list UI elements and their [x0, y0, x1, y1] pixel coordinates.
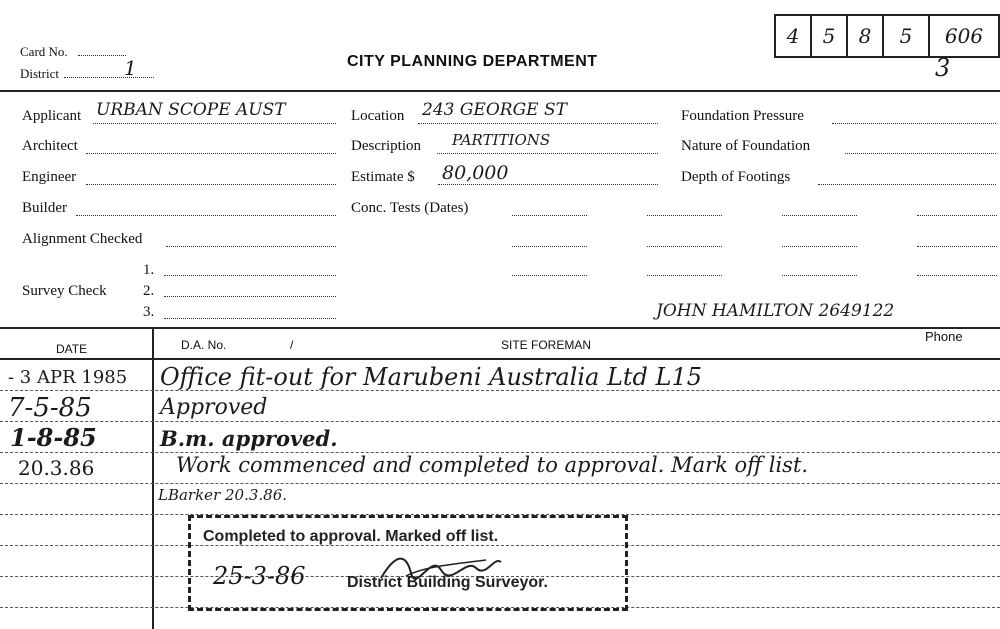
applicant-value: URBAN SCOPE AUST [96, 100, 286, 120]
foundation-pressure-line [832, 123, 996, 124]
approval-stamp [188, 515, 628, 611]
entry-text: B.m. approved. [160, 426, 338, 451]
conc-date-line [917, 246, 997, 247]
ref-digit-1: 4 [776, 16, 812, 56]
survey-num-1: 1. [143, 262, 155, 278]
builder-label: Builder [22, 200, 67, 216]
location-line [418, 123, 658, 124]
survey-label: Survey Check [22, 283, 107, 299]
applicant-line [93, 123, 336, 124]
foundation-pressure-label: Foundation Pressure [681, 108, 804, 124]
estimate-value: 80,000 [442, 162, 509, 184]
conc-date-line [917, 275, 997, 276]
conc-date-line [782, 215, 857, 216]
ref-number: 606 [944, 24, 984, 48]
survey-line-2 [164, 296, 336, 297]
conc-date-line [647, 246, 722, 247]
nature-of-foundation-label: Nature of Foundation [681, 138, 811, 154]
description-label: Description [351, 138, 421, 154]
applicant-label: Applicant [22, 108, 82, 124]
entry-date: 20.3.86 [18, 456, 95, 480]
description-line [437, 153, 658, 154]
reference-box [774, 14, 1000, 58]
page-title: CITY PLANNING DEPARTMENT [347, 53, 598, 70]
conc-date-line [512, 215, 587, 216]
column-site-foreman: SITE FOREMAN [501, 338, 592, 352]
conc-date-line [512, 246, 587, 247]
location-value: 243 GEORGE ST [422, 100, 567, 120]
card-no-label: Card No. [20, 44, 68, 59]
description-value: PARTITIONS [452, 131, 551, 149]
alignment-line [166, 246, 336, 247]
district-line [64, 77, 154, 78]
ref-digit-3: 8 [848, 16, 884, 56]
entry-text: Work commenced and completed to approval. Mark off list. [176, 453, 809, 477]
ref-digit-4: 5 [884, 16, 930, 56]
entry-date: 1-8-85 [10, 423, 97, 452]
conc-date-line [647, 275, 722, 276]
alignment-label: Alignment Checked [22, 231, 143, 247]
conc-date-line [782, 275, 857, 276]
column-da-no: D.A. No. [181, 338, 227, 352]
table-header-border [0, 358, 1000, 360]
table-top-border [0, 327, 1000, 329]
district-value: 1 [124, 56, 137, 80]
stamp-line-1: Completed to approval. Marked off list. [203, 528, 499, 545]
depth-of-footings-line [818, 184, 996, 185]
entry-date: - 3 APR 1985 [8, 367, 128, 388]
ref-suffix: 3 [935, 54, 951, 82]
entry-text: Approved [160, 395, 268, 420]
estimate-label: Estimate $ [351, 169, 415, 185]
header-divider [0, 90, 1000, 92]
conc-tests-label: Conc. Tests (Dates) [351, 200, 469, 216]
stamp-date: 25-3-86 [213, 562, 306, 590]
surveyor-signature: LBarker 20.3.86. [158, 486, 288, 504]
conc-date-line [512, 275, 587, 276]
architect-label: Architect [22, 138, 78, 154]
conc-date-line [647, 215, 722, 216]
conc-date-line [782, 246, 857, 247]
row-rule [0, 483, 1000, 484]
date-column-divider [152, 327, 154, 629]
district-label: District [20, 66, 59, 81]
card-no-line [78, 55, 126, 56]
survey-line-3 [164, 318, 336, 319]
entry-text: Office fit-out for Marubeni Australia Ltd L15 [160, 363, 703, 391]
depth-of-footings-label: Depth of Footings [681, 169, 791, 185]
column-slash: / [290, 338, 294, 352]
phone-label: Phone [925, 329, 963, 344]
entry-date: 7-5-85 [8, 393, 92, 423]
nature-of-foundation-line [845, 153, 996, 154]
engineer-label: Engineer [22, 169, 77, 185]
engineer-line [86, 184, 336, 185]
foreman-contact: JOHN HAMILTON 2649122 [656, 301, 895, 321]
column-date: DATE [56, 342, 88, 356]
survey-num-2: 2. [143, 283, 155, 299]
stamp-line-2: District Building Surveyor. [347, 574, 548, 591]
survey-line-1 [164, 275, 336, 276]
survey-num-3: 3. [143, 304, 155, 320]
estimate-line [438, 184, 658, 185]
stamp-signature [376, 548, 506, 584]
row-rule [0, 421, 1000, 422]
conc-date-line [917, 215, 997, 216]
ref-digit-2: 5 [812, 16, 848, 56]
architect-line [86, 153, 336, 154]
location-label: Location [351, 108, 405, 124]
builder-line [76, 215, 336, 216]
